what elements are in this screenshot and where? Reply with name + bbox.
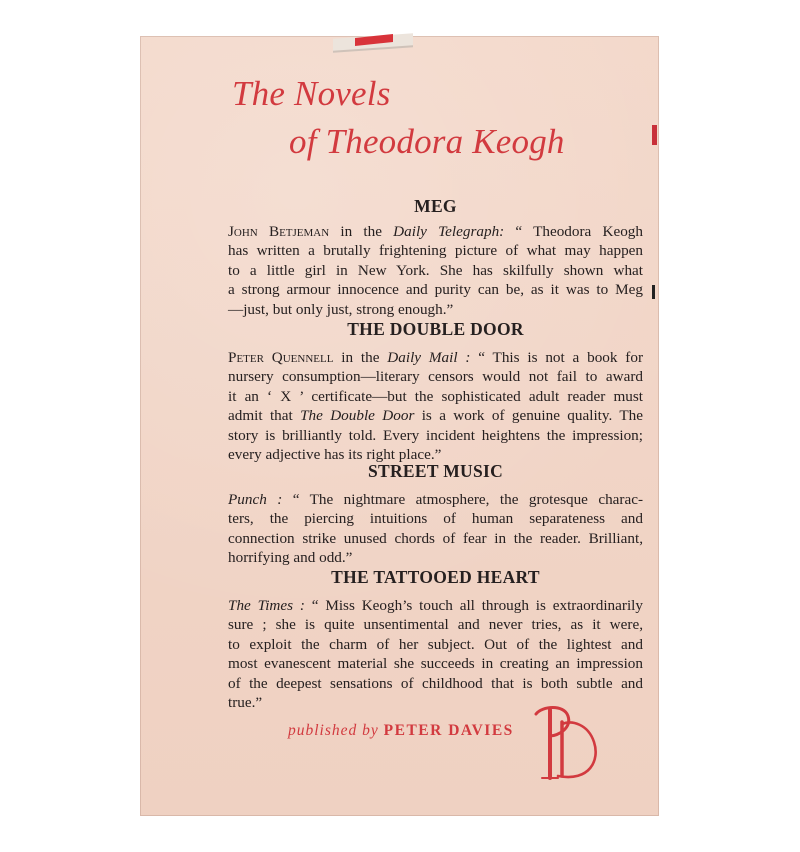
connector-text: in the xyxy=(329,223,394,240)
review-line xyxy=(228,596,643,615)
review-line: ters, the piercing intuitions of human separateness and xyxy=(228,510,643,528)
review-text: “ Theodora Keogh xyxy=(504,223,643,240)
review-text: “ This is not a book for xyxy=(470,349,644,366)
review-text: is a work of genuine quality. The xyxy=(414,407,643,425)
review-line: has written a brutally frightening picture of what may happen xyxy=(228,242,643,260)
review-text: admit that xyxy=(228,407,301,425)
review-line xyxy=(228,348,643,367)
review-line xyxy=(228,490,643,509)
review-source: Daily Mail : xyxy=(387,349,471,366)
book-title-street-music: STREET MUSIC xyxy=(367,461,504,481)
review-source: Daily Telegraph: xyxy=(393,223,505,240)
review-line: it an ‘ X ’ certificate—but the sophisticated adult reader must xyxy=(228,387,643,405)
review-line: to a little girl in New York. She has skilfully shown what xyxy=(228,261,643,279)
review-line: a strong armour innocence and purity can be, as it was to Meg xyxy=(228,281,643,299)
review-line xyxy=(228,406,643,425)
reviewer-name: Peter Quennell xyxy=(228,349,334,366)
review-line: every adjective has its right place.” xyxy=(228,446,442,464)
review-double-door xyxy=(228,348,643,464)
review-line: to exploit the charm of her subject. Out of the lightest and xyxy=(228,635,643,653)
publisher-line xyxy=(288,722,514,740)
connector-text: in the xyxy=(333,349,388,366)
review-line: most evanescent material she succeeds in creating an impression xyxy=(228,655,643,673)
review-source: The Times : xyxy=(228,597,305,614)
review-source: Punch : xyxy=(228,491,283,508)
edge-red-mark xyxy=(652,125,657,145)
peter-davies-pd-monogram-icon xyxy=(528,698,602,784)
cover-title-line2: of Theodora Keogh xyxy=(289,122,565,161)
edge-dark-mark xyxy=(652,285,655,299)
review-line: connection strike unused chords of fear in the reader. Brilliant, xyxy=(228,529,643,547)
book-title-tattooed-heart: THE TATTOOED HEART xyxy=(331,567,540,587)
review-line xyxy=(228,222,643,241)
review-line: of the deepest sensations of childhood that is both subtle and xyxy=(228,674,643,692)
review-street-music xyxy=(228,490,643,568)
review-line: sure ; she is quite unsentimental and never tries, as it were, xyxy=(228,616,643,634)
review-text: “ Miss Keogh’s touch all through is extraordinarily xyxy=(304,597,643,614)
review-line: true.” xyxy=(228,694,263,712)
review-line: story is brilliantly told. Every incident heightens the impression; xyxy=(228,426,643,444)
review-text: “ The nightmare atmosphere, the grotesque charac- xyxy=(282,491,644,508)
review-meg xyxy=(228,222,643,319)
publisher-name: PETER DAVIES xyxy=(383,722,514,739)
book-title-double-door: THE DOUBLE DOOR xyxy=(347,319,524,339)
review-line: horrifying and odd.” xyxy=(228,549,353,567)
publisher-prefix: published by xyxy=(288,722,379,739)
reviewer-name: John Betjeman xyxy=(228,223,330,240)
book-title-inline: The Double Door xyxy=(300,407,415,425)
book-title-meg: MEG xyxy=(414,196,457,216)
review-line: —just, but only just, strong enough.” xyxy=(228,300,454,318)
cover-title-line1: The Novels xyxy=(232,74,391,113)
review-tattooed-heart xyxy=(228,596,643,712)
review-line: nursery consumption—literary censors would not fail to award xyxy=(228,368,643,386)
